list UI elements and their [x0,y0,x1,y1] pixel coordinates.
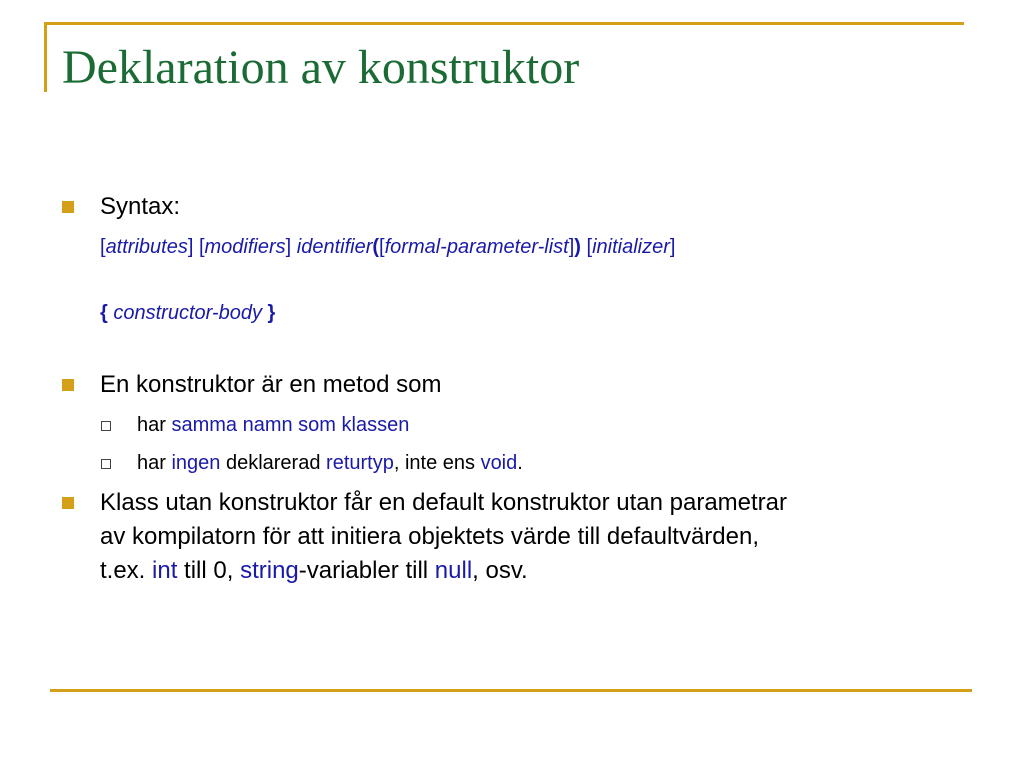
keyword-int: int [152,557,178,584]
hollow-square-bullet-icon [101,459,111,469]
syntax-identifier: identifier [296,236,373,258]
slide-title: Deklaration av konstruktor [62,41,580,94]
square-bullet-icon [62,379,74,391]
hollow-square-bullet-icon [101,421,111,431]
keyword-null: null [434,557,473,584]
square-bullet-icon [62,497,74,509]
square-bullet-icon [62,201,74,213]
top-frame-line [44,22,964,25]
footer-line [50,689,972,692]
syntax-line-2: { constructor-body } [100,302,276,324]
syntax-parameter-list: formal-parameter-list [384,236,569,258]
keyword-void: void [480,452,518,474]
bullet-syntax [62,190,972,224]
keyword-returtyp: returtyp [326,452,394,474]
syntax-attributes: attributes [105,236,188,258]
keyword-ingen: ingen [171,452,221,474]
left-frame-line [44,22,47,92]
syntax-line-1: [attributes] [modifiers] identifier([formal-parameter-list]) [initializer] [100,236,676,258]
syntax-label: Syntax: [100,193,181,220]
syntax-initializer: initializer [592,236,670,258]
keyword-same-name: samma namn som klassen [171,414,410,436]
syntax-modifiers: modifiers [204,236,286,258]
syntax-constructor-body: constructor-body [113,302,262,324]
slide-content [62,190,972,588]
sub-bullet-same-name: har samma namn som klassen [62,406,972,444]
bullet-default-constructor: Klass utan konstruktor får en default konstruktor utan parametrar av kompilatorn för att initiera objektets värde till defaultvärden, t.ex. int till 0, string-variabler till null, osv. [62,486,972,588]
keyword-string: string [240,557,299,584]
bullet-constructor-method: En konstruktor är en metod som [62,368,972,402]
sub-bullet-no-return-type: har ingen deklarerad returtyp, inte ens void. [62,444,972,482]
